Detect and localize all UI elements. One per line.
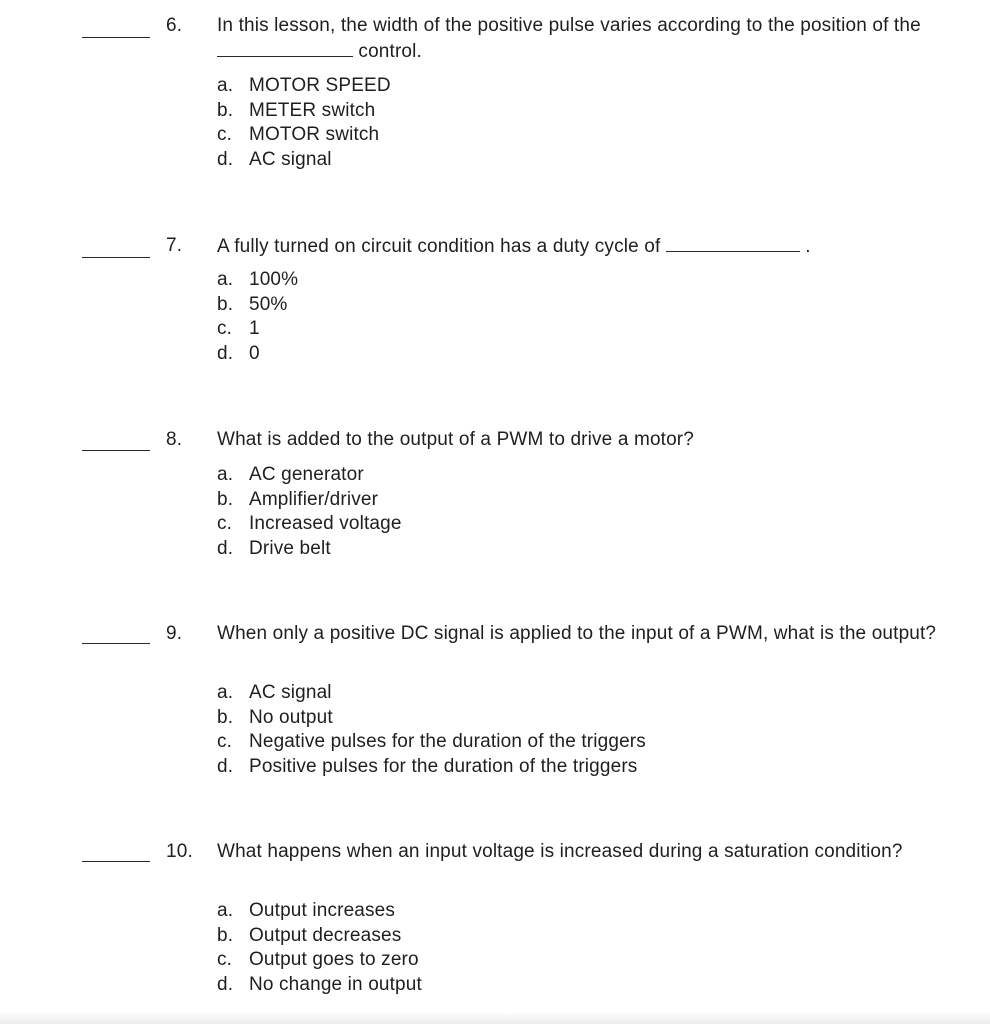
answer-blank[interactable] [82,257,150,258]
option-c: c. 1 [217,318,260,340]
question-text [217,233,962,259]
question-text-before: In this lesson, the width of the positive pulse varies according to the position of the [217,15,921,36]
options-list [217,268,298,367]
question-number: 7. [166,235,183,256]
fill-in-blank[interactable] [666,233,800,252]
question-text: What is added to the output of a PWM to drive a motor? [217,429,695,450]
answer-blank[interactable] [82,37,150,38]
option-b: b. Output decreases [217,924,402,946]
options-list [217,899,422,998]
option-c: c. MOTOR switch [217,124,380,146]
option-d: d. 0 [217,343,260,365]
option-d: d. AC signal [217,149,332,171]
options-list [217,74,391,173]
option-d: d. Drive belt [217,538,331,560]
question-number: 6. [166,15,183,36]
option-c: c. Output goes to zero [217,949,419,971]
option-a: a. Output increases [217,900,396,921]
option-a: a. AC signal [217,682,332,703]
option-b: b. 50% [217,293,288,315]
page-bottom-edge [0,1012,990,1024]
option-c: c. Increased voltage [217,513,402,535]
option-a: a. 100% [217,269,299,290]
option-d: d. Positive pulses for the duration of the triggers [217,756,638,778]
option-a: a. AC generator [217,464,364,485]
question-text: When only a positive DC signal is applied to the input of a PWM, what is the output? [217,623,937,644]
question-text-after: . [799,236,811,257]
question-number: 10. [166,841,194,862]
option-b: b. METER switch [217,99,376,121]
answer-blank[interactable] [82,643,150,644]
fill-in-blank[interactable] [217,38,353,57]
question-text-before: A fully turned on circuit condition has a duty cycle of [217,236,666,257]
option-b: b. Amplifier/driver [217,488,379,510]
question-text [217,13,962,64]
question-number: 8. [166,429,183,450]
question-text-after: control. [353,41,422,62]
option-c: c. Negative pulses for the duration of the triggers [217,731,646,753]
options-list [217,681,646,780]
answer-blank[interactable] [82,450,150,451]
options-list [217,463,402,562]
option-a: a. MOTOR SPEED [217,75,391,96]
option-d: d. No change in output [217,974,422,996]
question-text: What happens when an input voltage is increased during a saturation condition? [217,841,903,862]
answer-blank[interactable] [82,861,150,862]
question-number: 9. [166,623,183,644]
option-b: b. No output [217,706,333,728]
